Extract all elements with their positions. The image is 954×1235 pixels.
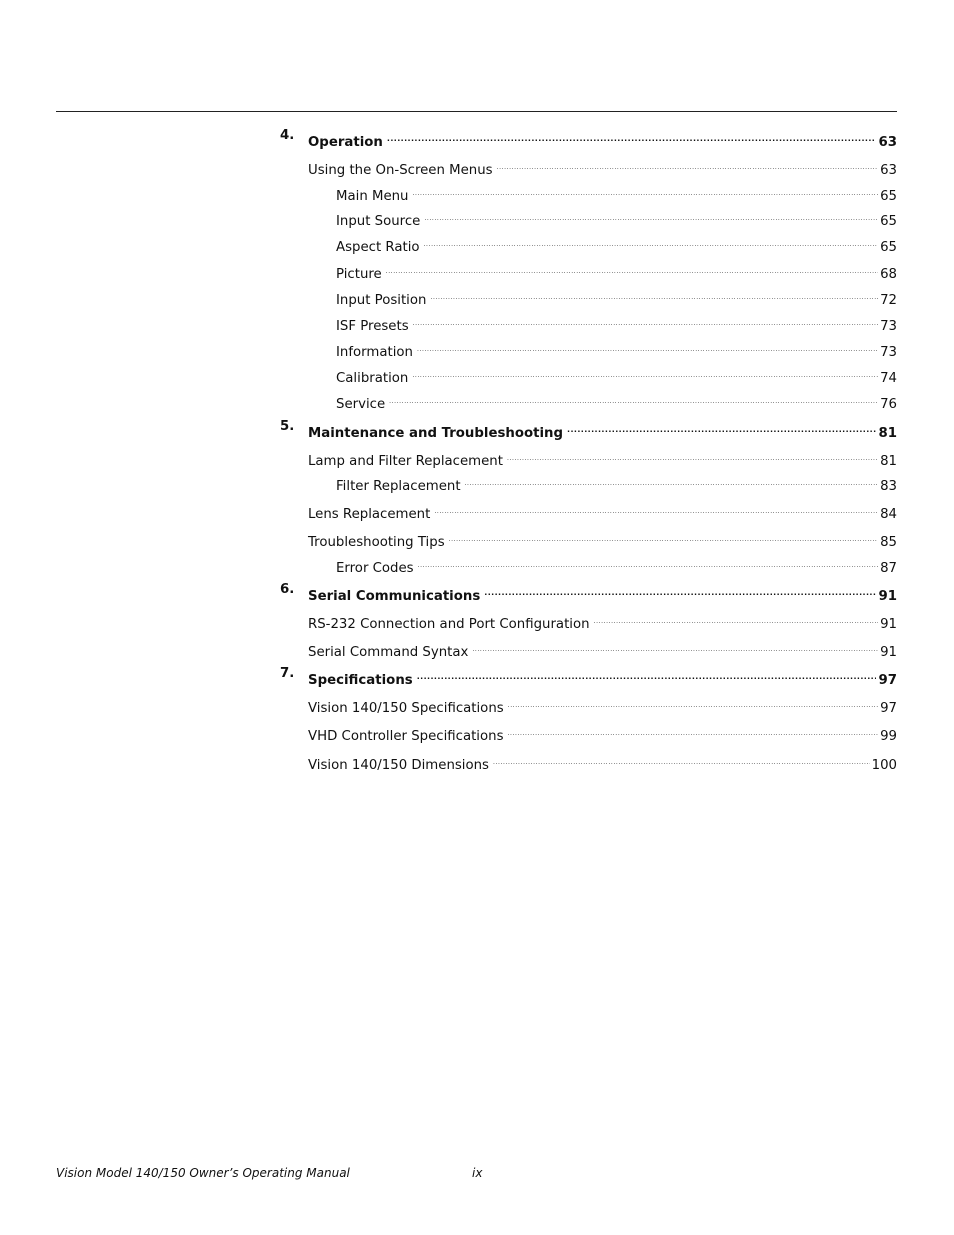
toc-chapter-entry[interactable]: [0, 580, 897, 604]
dot-leader: [424, 231, 879, 251]
dot-leader: [412, 180, 878, 200]
toc-page-number: 91: [878, 589, 897, 604]
toc-entry[interactable]: [0, 336, 897, 360]
dot-leader: [417, 664, 877, 684]
toc-entry-title: Lamp and Filter Replacement: [308, 454, 503, 469]
toc-entry[interactable]: [0, 445, 897, 469]
toc-entry[interactable]: [0, 636, 897, 660]
toc-entry[interactable]: [0, 608, 897, 632]
toc-entry-title: VHD Controller Specifications: [308, 729, 504, 744]
toc-entry[interactable]: [0, 720, 897, 744]
dot-leader: [418, 552, 878, 572]
toc-chapter-number: 4.: [280, 128, 295, 143]
toc-entry[interactable]: [0, 362, 897, 386]
toc-chapter-number: 7.: [280, 666, 295, 681]
toc-entry-title: Error Codes: [336, 561, 414, 576]
dot-leader: [386, 258, 878, 278]
dot-leader: [497, 154, 879, 174]
toc-page-number: 76: [880, 397, 897, 412]
dot-leader: [508, 692, 878, 712]
toc-page-number: 97: [880, 701, 897, 716]
toc-chapter-entry[interactable]: [0, 417, 897, 441]
footer-manual-title: Vision Model 140/150 Owner’s Operating Manual: [56, 1166, 350, 1180]
dot-leader: [412, 362, 878, 382]
toc-chapter-number: 5.: [280, 419, 295, 434]
toc-chapter-number: 6.: [280, 582, 295, 597]
toc-entry[interactable]: [0, 470, 897, 494]
toc-entry[interactable]: [0, 258, 897, 282]
toc-page-number: 68: [880, 267, 897, 282]
toc-entry-title: Serial Command Syntax: [308, 645, 469, 660]
dot-leader: [465, 470, 879, 490]
toc-page-number: 73: [880, 319, 897, 334]
toc-entry-title: Main Menu: [336, 189, 409, 204]
toc-page-number: 85: [880, 535, 897, 550]
toc-page-number: 65: [880, 214, 897, 229]
dot-leader: [508, 720, 879, 740]
dot-leader: [430, 284, 878, 304]
toc-entry-title: Vision 140/150 Dimensions: [308, 758, 489, 773]
toc-entry-title: Vision 140/150 Specifications: [308, 701, 504, 716]
toc-entry-title: Information: [336, 345, 413, 360]
toc-entry[interactable]: [0, 205, 897, 229]
toc-page-number: 87: [880, 561, 897, 576]
toc-page-number: 72: [880, 293, 897, 308]
dot-leader: [424, 205, 878, 225]
toc-page-number: 91: [880, 645, 897, 660]
toc-page-number: 73: [880, 345, 897, 360]
dot-leader: [387, 126, 877, 146]
toc-page-number: 65: [880, 240, 897, 255]
toc-page-number: 100: [871, 758, 897, 773]
footer-page-number: ix: [472, 1166, 483, 1180]
toc-entry[interactable]: [0, 284, 897, 308]
toc-page-number: 83: [880, 479, 897, 494]
toc-entry-title: Input Position: [336, 293, 427, 308]
toc-entry-title: Picture: [336, 267, 382, 282]
toc-entry-title: RS-232 Connection and Port Configuration: [308, 617, 590, 632]
toc-entry[interactable]: [0, 388, 897, 412]
toc-page-number: 91: [880, 617, 897, 632]
toc-entry-title: Filter Replacement: [336, 479, 461, 494]
toc-entry-title: Operation: [308, 135, 383, 150]
toc-entry[interactable]: [0, 231, 897, 255]
dot-leader: [417, 336, 878, 356]
toc-entry[interactable]: [0, 310, 897, 334]
dot-leader: [389, 388, 878, 408]
toc-entry-title: Serial Communications: [308, 589, 481, 604]
toc-entry[interactable]: [0, 154, 897, 178]
toc-entry-title: Aspect Ratio: [336, 240, 420, 255]
toc-chapter-entry[interactable]: [0, 126, 897, 150]
toc-page-number: 65: [880, 189, 897, 204]
dot-leader: [434, 498, 878, 518]
dot-leader: [484, 580, 876, 600]
toc-page-number: 81: [880, 454, 897, 469]
toc-entry-title: Lens Replacement: [308, 507, 431, 522]
toc-entry[interactable]: [0, 498, 897, 522]
toc-entry-title: Calibration: [336, 371, 409, 386]
dot-leader: [507, 445, 878, 465]
toc-entry[interactable]: [0, 749, 897, 773]
toc-chapter-entry[interactable]: [0, 664, 897, 688]
dot-leader: [413, 310, 878, 330]
dot-leader: [449, 526, 878, 546]
toc-entry-title: Service: [336, 397, 386, 412]
toc-page-number: 63: [880, 163, 897, 178]
toc-entry-title: Maintenance and Troubleshooting: [308, 426, 564, 441]
toc-entry-title: ISF Presets: [336, 319, 409, 334]
toc-entry[interactable]: [0, 692, 897, 716]
toc-entry[interactable]: [0, 180, 897, 204]
toc-page-number: 99: [880, 729, 897, 744]
toc-page-number: 63: [878, 135, 897, 150]
toc-entry[interactable]: [0, 552, 897, 576]
dot-leader: [594, 608, 879, 628]
toc-page-number: 97: [878, 673, 897, 688]
header-rule: [56, 111, 897, 112]
toc-entry[interactable]: [0, 526, 897, 550]
toc-entry-title: Using the On-Screen Menus: [308, 163, 493, 178]
dot-leader: [567, 417, 876, 437]
toc-page-number: 74: [880, 371, 897, 386]
toc-page-number: 81: [878, 426, 897, 441]
toc-entry-title: Troubleshooting Tips: [308, 535, 445, 550]
dot-leader: [493, 749, 870, 769]
toc-entry-title: Specifications: [308, 673, 413, 688]
dot-leader: [472, 636, 878, 656]
toc-entry-title: Input Source: [336, 214, 421, 229]
toc-page-number: 84: [880, 507, 897, 522]
